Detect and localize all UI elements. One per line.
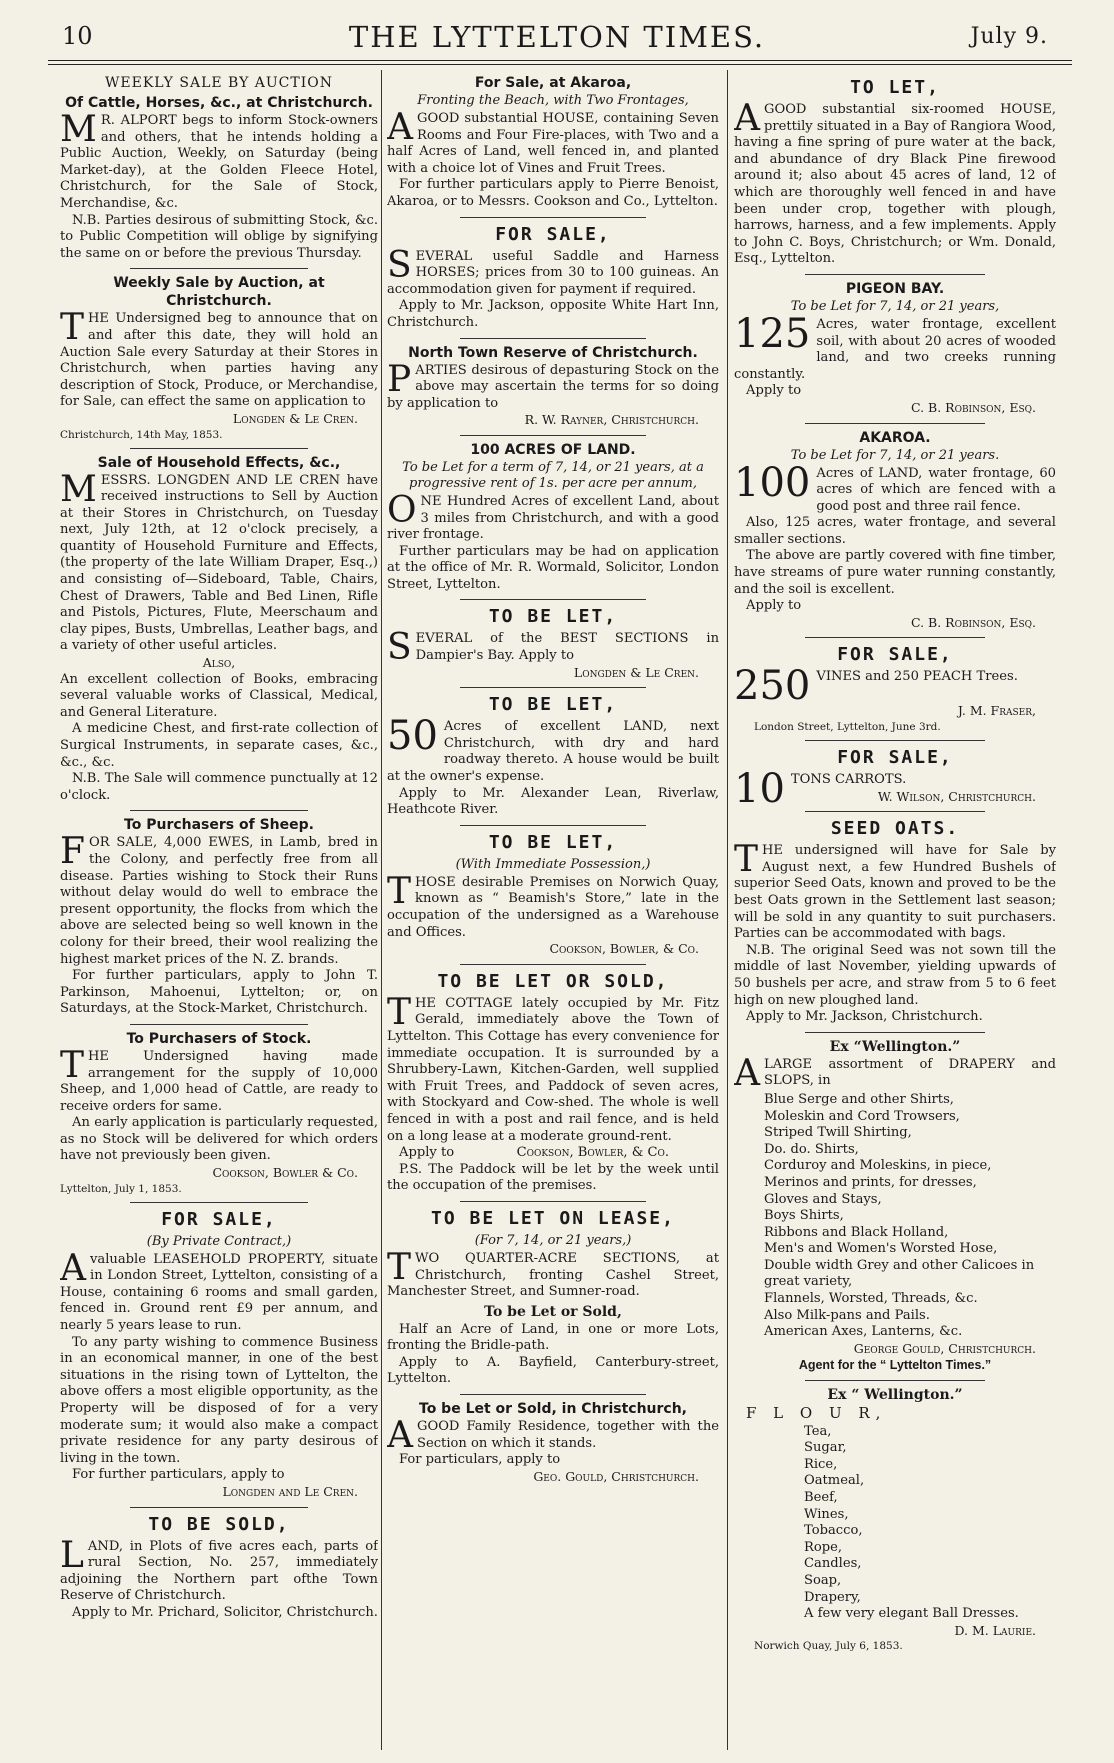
ad-separator (805, 1380, 985, 1381)
ad-text: HE COTTAGE lately occupied by Mr. Fitz Gerald, immediately above the Town of Lyttelton. This Cottage has every convenience for immediate occupation. It is surrounded by a Shrubbery-Lawn, Kitchen-Garden, well supplied with Fruit Trees, and Paddock of seven acres, with Stockyard and Cow-shed. The whole is well fenced in with a post and rail fence, and is held on a long lease at a moderate ground-rent. (387, 995, 719, 1144)
ad-text: Apply to Mr. Alexander Lean, Riverlaw, Heathcote River. (387, 785, 719, 818)
ad-separator (460, 1394, 646, 1395)
ad-text: For further particulars apply to Pierre Benoist, Akaroa, or to Messrs. Cookson and Co., Lyttelton. (387, 177, 719, 209)
drop-cap: L (60, 1534, 84, 1576)
column-rule (381, 70, 382, 1750)
ad-subheading: To be Let for 7, 14, or 21 years. (790, 447, 1000, 463)
drop-cap: S (387, 244, 412, 286)
ad-flour (734, 1386, 1056, 1653)
ad-apply: Apply to (746, 383, 802, 399)
ad-text: N.B. Parties desirous of submitting Stock, &c. to Public Competition will oblige by signifying the same on or before the previous Thursday. (60, 212, 378, 261)
ad-signature: W. Wilson, Christchurch. (877, 788, 1036, 804)
masthead (0, 14, 1114, 54)
drop-cap: A (387, 1415, 413, 1457)
list-item: Double width Grey and other Calicoes in great variety, (764, 1257, 1035, 1290)
ad-subheading: (With Immediate Possession,) (455, 856, 651, 872)
ad-separator (805, 811, 985, 812)
drop-cap: S (387, 627, 412, 669)
list-item: Wines, (804, 1506, 849, 1522)
list-item: Gloves and Stays, (764, 1191, 882, 1207)
ad-signature: Cookson, Bowler & Co. (212, 1165, 358, 1181)
ad-subheading: Of Cattle, Horses, &c., at Christchurch. (65, 95, 373, 111)
ad-drapery (734, 1038, 1056, 1374)
ad-weekly-sale (60, 74, 378, 262)
ad-text: valuable LEASEHOLD PROPERTY, situate in London Street, Lyttelton, consisting of a House, containing 6 rooms and small garden, fenced in. Ground rent £9 per annum, and nearly 5 years lease to run. (60, 1251, 378, 1334)
ad-family-residence (387, 1400, 719, 1485)
issue-date: July 9. (970, 24, 1048, 49)
ad-separator (805, 274, 985, 275)
ad-signature: Longden & Le Cren. (232, 410, 358, 426)
list-item: Corduroy and Moleskins, in piece, (764, 1158, 992, 1174)
ad-text: For further particulars, apply to John T. Parkinson, Mahoenui, Lyttelton; or, on Saturdays, at the Stock-Market, Christchurch. (60, 968, 378, 1017)
ad-signature: R. W. Rayner, Christchurch. (524, 412, 699, 428)
ad-heading: TO BE LET, (488, 831, 618, 853)
ad-separator (130, 268, 308, 269)
ad-seed-oats (734, 817, 1056, 1026)
ad-subheading: To be Let for a term of 7, 14, or 21 years, at a progressive rent of 1s. per acre per annum, (402, 459, 704, 491)
ad-carrots (734, 746, 1056, 813)
ad-text: Half an Acre of Land, in one or more Lots, fronting the Bridle-path. (387, 1321, 719, 1354)
ad-signature: J. M. Fraser, (957, 703, 1036, 719)
ad-separator (805, 1032, 985, 1033)
list-item: Candles, (804, 1556, 862, 1572)
ad-apply: Apply to (399, 1145, 455, 1161)
ad-text: TONS CARROTS. (790, 772, 907, 788)
ad-horses (387, 223, 719, 332)
ad-heading: To be Let or Sold, in Christchurch, (419, 1401, 687, 1418)
ad-text: Acres of excellent LAND, next Christchurch, with dry and hard roadway thereto. A house would be built at the owner's expense. (387, 719, 719, 785)
drop-cap: A (734, 1052, 760, 1094)
ad-text: NE Hundred Acres of excellent Land, about 3 miles from Christchurch, and with a good river frontage. (387, 493, 719, 543)
list-item: Merinos and prints, for dresses, (764, 1174, 977, 1190)
ad-pigeon-bay (734, 280, 1056, 417)
drop-cap: T (60, 1044, 85, 1086)
list-item: A few very elegant Ball Dresses. (804, 1606, 1019, 1622)
list-item: Boys Shirts, (764, 1208, 844, 1224)
drop-cap: A (60, 1247, 86, 1289)
ad-signature: Longden & Le Cren. (573, 664, 699, 680)
ad-heading: Ex “Wellington.” (829, 1038, 961, 1055)
drop-cap: A (387, 107, 413, 148)
ad-text: LARGE assortment of DRAPERY and SLOPS, in (764, 1056, 1056, 1089)
list-item: Men's and Women's Worsted Hose, (764, 1241, 998, 1257)
ad-auction-christchurch (60, 274, 378, 441)
ad-subheading: To be Let or Sold, (484, 1303, 622, 1320)
ad-text: The above are partly covered with fine timber, have streams of pure water running constantly, and the soil is excellent. (734, 548, 1056, 597)
drop-cap: T (387, 1246, 412, 1288)
ad-text: For further particulars, apply to (72, 1467, 285, 1483)
ad-akaroa-house (387, 74, 719, 211)
drop-cap: P (387, 358, 412, 400)
ad-text: HE Undersigned beg to announce that on and after this date, they will hold an Auction Sale every Saturday at their Stores in Christchurch, when parties having any description of Stock, Produce, or Merchandise, for Sale, can effect the same on application to (60, 311, 378, 410)
list-item: Drapery, (804, 1589, 861, 1605)
ad-text: OR SALE, 4,000 EWES, in Lamb, bred in the Colony, and perfectly free from all disease. Parties wishing to Stock their Runs without delay would do well to embrace the present opportunity, the flocks from which the above are selected being so well known in the colony for their breed, their wool realizing the highest market prices of the N. Z. brands. (60, 835, 378, 967)
ad-heading: TO BE LET, (488, 694, 618, 716)
large-number: 250 (734, 663, 811, 710)
ad-text: GOOD substantial six-roomed HOUSE, prettily situated in a Bay of Rangiora Wood, having a fine spring of pure water at the back, and abundance of dry Black Pine firewood around it; also about 45 acres of land, 12 of which are thoroughly well fenced in and have been under crop, together with plough, harrows, harness, and a few implements. Apply to John C. Boys, Christchurch; or Wm. Donald, Esq., Lyttelton. (734, 102, 1056, 267)
ad-heading: FOR SALE, (837, 644, 953, 666)
ad-heading: SEED OATS. (830, 818, 960, 840)
ad-text: HOSE desirable Premises on Norwich Quay, known as “ Beamish's Store,” late in the occupation of the undersigned as a Warehouse and Offices. (387, 874, 719, 940)
ad-text: Also, 125 acres, water frontage, and several smaller sections. (734, 515, 1056, 547)
page-number: 10 (62, 22, 93, 50)
ad-subheading: (By Private Contract,) (146, 1233, 292, 1249)
ad-text: An early application is particularly requested, as no Stock will be delivered for which orders have not previously been given. (60, 1115, 378, 1164)
ad-date: Christchurch, 14th May, 1853. (60, 428, 223, 441)
ad-text: GOOD substantial HOUSE, containing Seven Rooms and Four Fire-places, with Two and a half Acres of Land, well fenced in, and planted with a choice lot of Vines and Fruit Trees. (387, 111, 719, 176)
column-1 (60, 72, 378, 1752)
ad-heading: 100 ACRES OF LAND. (470, 441, 636, 458)
ad-beamish-store (387, 831, 719, 958)
drop-cap: F (60, 831, 85, 873)
column-rule (727, 70, 728, 1750)
ad-text: VINES and 250 PEACH Trees. (816, 669, 1018, 685)
ad-separator (460, 338, 646, 339)
ad-50-acres (387, 693, 719, 819)
ad-signature: Cookson, Bowler, & Co. (516, 1145, 670, 1161)
ad-separator (460, 599, 646, 600)
list-item: Also Milk-pans and Pails. (764, 1307, 930, 1323)
ad-separator (460, 435, 646, 436)
drop-cap: A (734, 98, 760, 139)
ad-north-town-reserve (387, 344, 719, 429)
ad-heading: WEEKLY SALE BY AUCTION (104, 75, 333, 91)
list-item: Do. do. Shirts, (764, 1141, 859, 1157)
ad-signature: George Gould, Christchurch. (853, 1340, 1036, 1356)
ad-text: N.B. The original Seed was not sown till the middle of last November, yielding upwards of 50 bushels per acre, and straw from 5 to 6 feet high on new ploughed land. (734, 942, 1056, 1008)
ad-leasehold (60, 1208, 378, 1501)
ad-separator (805, 740, 985, 741)
ad-text: GOOD Family Residence, together with the Section on which it stands. (417, 1419, 719, 1451)
ad-text: Apply to Mr. Jackson, opposite White Hart Inn, Christchurch. (387, 298, 719, 330)
ad-text: Apply to Mr. Prichard, Solicitor, Christchurch. (72, 1604, 378, 1620)
ad-separator (805, 423, 985, 424)
ad-heading: FOR SALE, (495, 223, 611, 245)
large-number: 125 (734, 310, 811, 357)
ad-text: P.S. The Paddock will be let by the week until the occupation of the premises. (387, 1161, 719, 1194)
ad-heading: AKAROA. (859, 429, 931, 446)
ad-heading: TO BE LET ON LEASE, (431, 1207, 675, 1229)
ad-separator (460, 217, 646, 218)
ad-signature: C. B. Robinson, Esq. (910, 399, 1036, 415)
ad-agent: Agent for the “ Lyttelton Times.” (798, 1358, 992, 1373)
newspaper-title: THE LYTTELTON TIMES. (348, 20, 766, 54)
provisions-list (804, 1424, 1056, 1623)
ad-land-sold (60, 1513, 378, 1622)
ad-signature: D. M. Laurie. (954, 1622, 1036, 1638)
list-item: Tea, (804, 1423, 832, 1439)
ad-text: An excellent collection of Books, embracing several valuable works of Classical, Medical, and General Literature. (60, 671, 378, 720)
ad-apply: Apply to (746, 598, 802, 614)
ad-signature: Longden and Le Cren. (222, 1483, 358, 1499)
list-item: Striped Twill Shirting, (764, 1125, 912, 1141)
drapery-list (764, 1092, 1056, 1341)
ad-separator (130, 810, 308, 811)
ad-text: WO QUARTER-ACRE SECTIONS, at Christchurch, fronting Cashel Street, Manchester Street, and Sumner-road. (387, 1250, 719, 1300)
ad-text: A medicine Chest, and first-rate collection of Surgical Instruments, in separate cases, &c., &c., &c. (60, 721, 378, 770)
list-item: Ribbons and Black Holland, (764, 1224, 949, 1240)
ad-sheep (60, 816, 378, 1018)
ad-signature: Cookson, Bowler, & Co. (549, 941, 699, 957)
drop-cap: T (387, 991, 412, 1033)
ad-heading: TO BE LET OR SOLD, (437, 970, 669, 992)
ad-heading: For Sale, at Akaroa, (474, 75, 632, 91)
ad-heading: TO BE SOLD, (148, 1513, 290, 1535)
ad-100-acres (387, 441, 719, 594)
ad-household-effects (60, 454, 378, 805)
large-number: 50 (387, 713, 438, 760)
ad-signature: C. B. Robinson, Esq. (910, 614, 1036, 630)
list-item: American Axes, Lanterns, &c. (764, 1324, 963, 1340)
ad-heading: TO BE LET, (488, 606, 618, 628)
ad-date: London Street, Lyttelton, June 3rd. (754, 721, 941, 734)
ad-text: HE Undersigned having made arrangement for the supply of 10,000 Sheep, and 1,000 head of Cattle, are ready to receive orders for same. (60, 1048, 378, 1114)
drop-cap: T (387, 870, 412, 912)
ad-text: ESSRS. LONGDEN AND LE CREN have received instructions to Sell by Auction at their Stores in Christchurch, on Tuesday next, July 12th, at 12 o'clock precisely, a quantity of Household Furniture and Effects, (the property of the late William Draper, Esq.,) and consisting of—Sideboard, Table, Chairs, Chest of Drawers, Table and Bed Linen, Rifle and Pistols, Pictures, Flute, Meerschaum and clay pipes, Busts, Umbrellas, Leather bags, and a variety of other useful articles. (60, 472, 378, 654)
ad-heading: Sale of Household Effects, &c., (97, 454, 341, 471)
ad-text: Apply to A. Bayfield, Canterbury-street, Lyttelton. (387, 1354, 719, 1387)
ad-heading: FOR SALE, (161, 1208, 277, 1230)
ad-text: To any party wishing to commence Business in an economical manner, in one of the best situations in the rising town of Lyttelton, the above offers a most eligible opportunity, as the Property will be disposed of for a very moderate sum; it would also make a compact private residence for any party desirous of living in the town. (60, 1334, 378, 1466)
ad-heading: PIGEON BAY. (845, 280, 945, 297)
list-item: Blue Serge and other Shirts, (764, 1091, 954, 1107)
ad-heading: To Purchasers of Sheep. (124, 817, 314, 834)
ad-date: Lyttelton, July 1, 1853. (60, 1182, 182, 1195)
list-item: Flannels, Worsted, Threads, &c. (764, 1291, 978, 1307)
list-item: Oatmeal, (804, 1473, 865, 1489)
ad-separator (130, 1202, 308, 1203)
ad-heading: To Purchasers of Stock. (126, 1030, 312, 1047)
ad-lease-sections (387, 1207, 719, 1388)
list-item: Sugar, (804, 1440, 847, 1456)
ad-separator (460, 1201, 646, 1202)
ad-text: EVERAL of the BEST SECTIONS in Dampier's Bay. Apply to (415, 631, 719, 664)
ad-heading: Weekly Sale by Auction, at Christchurch. (113, 275, 325, 310)
ad-text: ARTIES desirous of depasturing Stock on the above may ascertain the terms for so doing by application to (387, 362, 719, 411)
large-number: 10 (734, 766, 785, 813)
ad-cottage (387, 970, 719, 1195)
ad-text: Acres of LAND, water frontage, 60 acres of which are fenced with a good post and three rail fence. (816, 465, 1056, 514)
list-item: Rice, (804, 1456, 838, 1472)
ad-subheading: Fronting the Beach, with Two Frontages, (417, 93, 689, 108)
drop-cap: T (60, 307, 85, 349)
ad-separator (130, 1024, 308, 1025)
ad-also: Also, (202, 655, 236, 671)
header-rule (48, 60, 1072, 61)
ad-text: For particulars, apply to (399, 1452, 561, 1468)
ad-heading: Ex “ Wellington.” (827, 1387, 963, 1404)
list-item: Beef, (804, 1490, 838, 1505)
column-2 (387, 72, 719, 1752)
ad-text: EVERAL useful Saddle and Harness HORSES; prices from 30 to 100 guineas. An accommodation given for payment if required. (387, 248, 719, 297)
large-number: 100 (734, 459, 811, 506)
drop-cap: M (60, 468, 97, 510)
ad-text: AND, in Plots of five acres each, parts of rural Section, No. 257, immediately adjoining the Northern part ofthe Town Reserve of Christchurch. (60, 1538, 378, 1604)
list-item: Moleskin and Cord Trowsers, (764, 1108, 960, 1124)
flour-heading: F L O U R, (746, 1404, 887, 1423)
ad-text: Acres, water frontage, excellent soil, with about 20 acres of wooded land, and two creeks running constantly. (734, 316, 1056, 382)
ad-heading: TO LET, (850, 77, 940, 98)
drop-cap: T (734, 839, 759, 881)
ad-date: Norwich Quay, July 6, 1853. (754, 1640, 903, 1653)
ad-text: R. ALPORT begs to inform Stock-owners and others, that he intends holding a Public Auction, Weekly, on Saturday (being Market-day), at the Golden Fleece Hotel, Christchurch, for the Sale of Stock, Merchandise, &c. (60, 113, 378, 211)
ad-text: HE undersigned will have for Sale by August next, a few Hundred Bushels of superior Seed Oats, known and proved to be the best Oats grown in the Settlement last season; will be sold in any quantity to suit purchasers. Parties can be accommodated with bags. (734, 843, 1056, 942)
ad-separator (130, 1507, 308, 1508)
ad-akaroa-land (734, 429, 1056, 632)
list-item: Soap, (804, 1572, 842, 1588)
ad-vines (734, 643, 1056, 734)
list-item: Tobacco, (804, 1523, 863, 1539)
drop-cap: O (387, 489, 417, 531)
ad-heading: FOR SALE, (837, 747, 953, 769)
header-rule (48, 64, 1072, 65)
list-item: Rope, (804, 1539, 843, 1555)
ad-sections-let (387, 605, 719, 681)
ad-text: N.B. The Sale will commence punctually at 12 o'clock. (60, 771, 378, 803)
ad-text: Apply to Mr. Jackson, Christchurch. (746, 1009, 983, 1025)
ad-to-let-house (734, 76, 1056, 268)
ad-subheading: To be Let for 7, 14, or 21 years, (790, 298, 1000, 314)
column-3 (734, 72, 1056, 1752)
ad-separator (460, 825, 646, 826)
ad-text: Further particulars may be had on application at the office of Mr. R. Wormald, Solicitor, London Street, Lyttelton. (387, 543, 719, 592)
ad-signature: Geo. Gould, Christchurch. (533, 1468, 699, 1484)
drop-cap: M (60, 109, 97, 150)
ad-separator (460, 964, 646, 965)
ad-stock (60, 1030, 378, 1196)
ad-separator (805, 637, 985, 638)
ad-separator (130, 448, 308, 449)
ad-subheading: (For 7, 14, or 21 years,) (474, 1232, 632, 1248)
ad-separator (460, 687, 646, 688)
ad-heading: North Town Reserve of Christchurch. (408, 344, 698, 361)
